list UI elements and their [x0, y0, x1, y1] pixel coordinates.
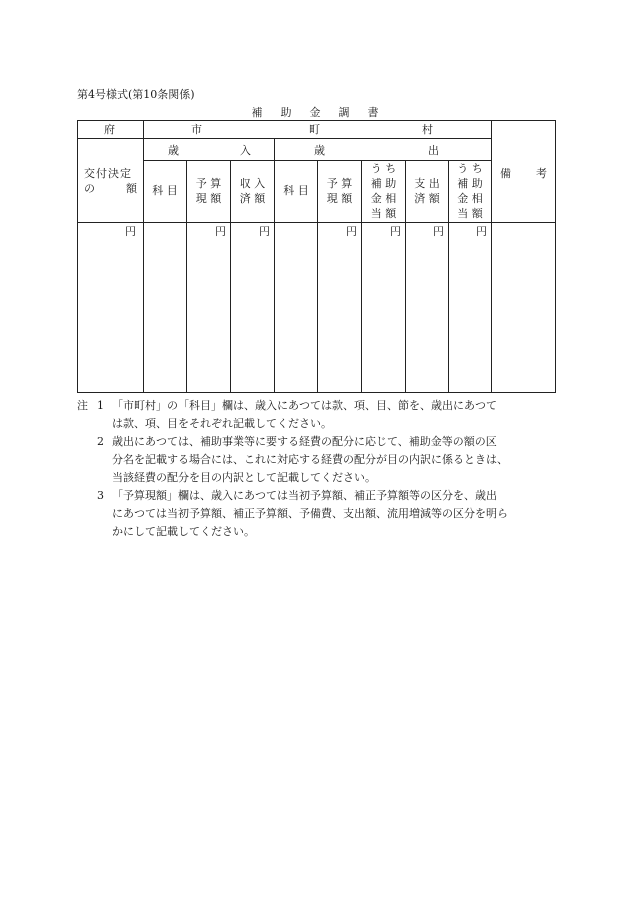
header-uchi-hojokin-2: う ち 補 助 金 相 当 額 — [457, 162, 483, 220]
note-line: 歳出にあつては、補助事業等に要する経費の配分に応じて、補助金等の額の区 — [112, 435, 497, 448]
document-title — [0, 104, 630, 120]
col-line — [274, 138, 275, 392]
note-line: 「予算現額」欄は、歳入にあつては当初予算額、補正予算額等の区分を、歳出 — [112, 489, 497, 502]
header-shi: 市 — [191, 123, 202, 136]
note-line: 「市町村」の「科目」欄は、歳入にあつては款、項、目、節を、歳出にあつて — [112, 399, 497, 412]
col-line — [491, 121, 492, 392]
header-kamoku-2: 科 目 — [283, 184, 309, 197]
note-line: かにして記載してください。 — [112, 525, 255, 538]
header-saishutsu-right: 出 — [428, 144, 439, 157]
header-fu: 府 — [104, 123, 115, 136]
yen-unit: 円 — [390, 225, 401, 238]
header-biko-left: 備 — [500, 167, 511, 180]
note-item — [77, 433, 563, 487]
header-sainyu-left: 歳 — [168, 144, 179, 157]
header-kamoku: 科 目 — [152, 184, 178, 197]
header-sainyu-right: 入 — [240, 144, 251, 157]
title-char: 金 — [309, 106, 321, 119]
notes-section — [77, 397, 563, 541]
header-kofu-line1: 交付決定 — [84, 167, 132, 180]
col-line — [143, 121, 144, 392]
note-line: 分名を記載する場合には、これに対応する経費の配分が目の内訳に係るときは、 — [112, 453, 508, 466]
yen-unit: 円 — [476, 225, 487, 238]
header-biko-right: 考 — [536, 167, 547, 180]
header-kofu-line2-right: 額 — [126, 182, 137, 195]
yen-unit: 円 — [259, 225, 270, 238]
note-number: 3 — [97, 489, 104, 502]
header-shuunyu-zumi: 収 入 済 額 — [239, 177, 266, 205]
note-line: は款、項、目をそれぞれ記載してください。 — [112, 417, 332, 430]
note-item — [77, 487, 563, 541]
header-son: 村 — [422, 123, 433, 136]
yen-unit: 円 — [215, 225, 226, 238]
title-char: 書 — [367, 106, 379, 119]
note-line: 当該経費の配分を目の内訳として記載してください。 — [112, 471, 376, 484]
yen-unit: 円 — [433, 225, 444, 238]
note-number: 2 — [97, 435, 104, 448]
header-shishutsu-zumi: 支 出 済 額 — [414, 177, 440, 205]
note-item — [77, 397, 563, 433]
title-char: 補 — [251, 106, 263, 119]
header-yosan-genkaku: 予 算 現 額 — [195, 177, 222, 205]
header-cho: 町 — [309, 123, 320, 136]
header-saishutsu-left: 歳 — [314, 144, 325, 157]
header-yosan-genkaku-2: 予 算 現 額 — [326, 177, 353, 205]
header-kofu-line2-left: の — [84, 182, 95, 195]
yen-unit: 円 — [125, 225, 136, 238]
notes-label: 注 — [77, 399, 88, 412]
header-uchi-hojokin-1: う ち 補 助 金 相 当 額 — [370, 162, 397, 220]
title-char: 調 — [338, 106, 350, 119]
form-number: 第4号様式(第10条関係) — [77, 88, 195, 101]
row-line — [78, 138, 491, 139]
subsidy-table — [77, 120, 556, 393]
title-char: 助 — [280, 106, 292, 119]
note-line: にあつては当初予算額、補正予算額、予備費、支出額、流用増減等の区分を明ら — [112, 507, 508, 520]
note-number: 1 — [97, 399, 104, 412]
yen-unit: 円 — [346, 225, 357, 238]
